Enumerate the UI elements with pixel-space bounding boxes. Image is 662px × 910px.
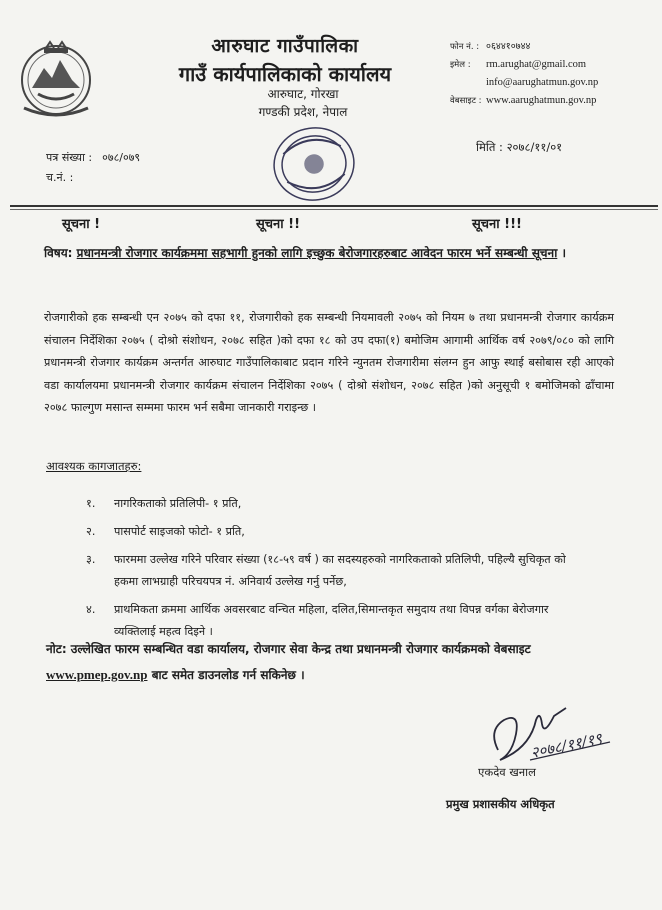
website-label: वेबसाइट : bbox=[450, 96, 482, 106]
notice-word-3: सूचना !!! bbox=[472, 217, 522, 232]
website-link[interactable]: www.aarughatmun.gov.np bbox=[486, 95, 597, 106]
note-block bbox=[46, 636, 606, 688]
header-divider-thin bbox=[10, 209, 658, 210]
subject-label: विषय: bbox=[44, 246, 73, 260]
requirements-list bbox=[86, 493, 586, 649]
address-line-2: गण्डकी प्रदेश, नेपाल bbox=[258, 105, 348, 119]
signature-date: २०७८/११/१९ bbox=[529, 729, 604, 762]
office-address bbox=[238, 85, 368, 121]
office-name: गाउँ कार्यपालिकाको कार्यालय bbox=[178, 62, 392, 86]
email-primary[interactable]: rm.arughat@gmail.com bbox=[486, 59, 587, 70]
signatory-name: एकदेव खनाल bbox=[478, 765, 536, 779]
nepal-emblem-icon bbox=[18, 38, 94, 118]
address-line-1: आरुघाट, गोरखा bbox=[267, 87, 339, 101]
list-item: १. नागरिकताको प्रतिलिपी- १ प्रति, bbox=[86, 497, 242, 510]
note-text-end: बाट समेत डाउनलोड गर्न सकिनेछ । bbox=[151, 668, 305, 682]
phone-label: फोन नं. : bbox=[450, 42, 480, 52]
signatory-title: प्रमुख प्रशासकीय अधिकृत bbox=[446, 797, 555, 811]
contact-block bbox=[450, 38, 598, 110]
office-seal-stamp bbox=[255, 120, 373, 208]
pmep-website-link[interactable]: www.pmep.gov.np bbox=[46, 667, 148, 682]
reference-block bbox=[46, 148, 140, 188]
office-title bbox=[150, 32, 420, 87]
subject-text: प्रधानमन्त्री रोजगार कार्यक्रममा सहभागी हुनको लागि इच्छुक बेरोजगारहरुबाट आवेदन फारम भर्ने सम्बन्धी सूचना bbox=[76, 246, 558, 260]
letter-no: ०७८/०७९ bbox=[102, 151, 141, 164]
subject-end: । bbox=[561, 246, 567, 260]
notice-word-1: सूचना ! bbox=[62, 217, 101, 232]
subject-line bbox=[44, 240, 604, 266]
note-text: नोट: उल्लेखित फारम सम्बन्धित वडा कार्यालय, रोजगार सेवा केन्द्र तथा प्रधानमन्त्री रोजगार कार्यक्रमको वेबसाइट bbox=[46, 642, 531, 656]
list-item: २. पासपोर्ट साइजको फोटो- १ प्रति, bbox=[86, 525, 245, 538]
header-divider bbox=[10, 205, 658, 207]
phone-number: ०६४४१०७४४ bbox=[486, 41, 531, 52]
letter-no-label: पत्र संख्या : bbox=[46, 151, 93, 164]
municipality-name: आरुघाट गाउँपालिका bbox=[211, 35, 359, 57]
body-paragraph: रोजगारीको हक सम्बन्धी एन २०७५ को दफा ११, रोजगारीको हक सम्बन्धी नियमावली २०७५ को नियम ७ तथा प्रधानमन्त्री रोजगार कार्यक्रम संचालन निर्देशिका २०७५ ( दोश्रो संशोधन, २०७८ सहित )को दफा १८ को उप दफा(१) बमोजिम आगामी आर्थिक वर्ष २०७९/०८० को लागि प्रधानमन्त्री रोजगार कार्यक्रम अन्तर्गत आरुघाट गाउँपालिकाबाट प्रदान गरिने न्युनतम रोजगारीमा संलग्न हुन आफु स्थाई बसोबास रही आएको वडा कार्यालयमा प्रधानमन्त्री रोजगार कार्यक्रम संचालन निर्देशिका २०७५ ( दोश्रो संशोधन, २०७८ सहित )को अनुसूची १ बमोजिमको ढाँचामा २०७८ फाल्गुण मसान्त सम्ममा फारम भर्न सबैमा जानकारी गराइन्छ । bbox=[44, 311, 614, 414]
list-item: ४. प्राथमिकता क्रममा आर्थिक अवसरबाट वन्चित महिला, दलित,सिमान्तकृत समुदाय तथा विपन्न वर्गका बेरोजगार व्यक्तिलाई महत्व दिइने । bbox=[86, 603, 549, 638]
email-label: इमेल : bbox=[450, 60, 471, 70]
requirements-title: आवश्यक कागजातहरु: bbox=[46, 459, 142, 473]
letter-date: मिति : २०७८/११/०१ bbox=[476, 140, 563, 154]
list-item: ३. फारममा उल्लेख गरिने परिवार संख्या (१८-५९ वर्ष ) का सदस्यहरुको नागरिकताको प्रतिलिपी, पहिल्यै सुचिकृत को हकमा लाभग्राही परिचयपत्र नं. अनिवार्य उल्लेख गर्नु पर्नेछ, bbox=[86, 553, 566, 588]
notice-word-2: सूचना !! bbox=[256, 217, 301, 232]
dispatch-no-label: च.नं. : bbox=[46, 171, 74, 184]
email-secondary[interactable]: info@aarughatmun.gov.np bbox=[486, 77, 599, 88]
